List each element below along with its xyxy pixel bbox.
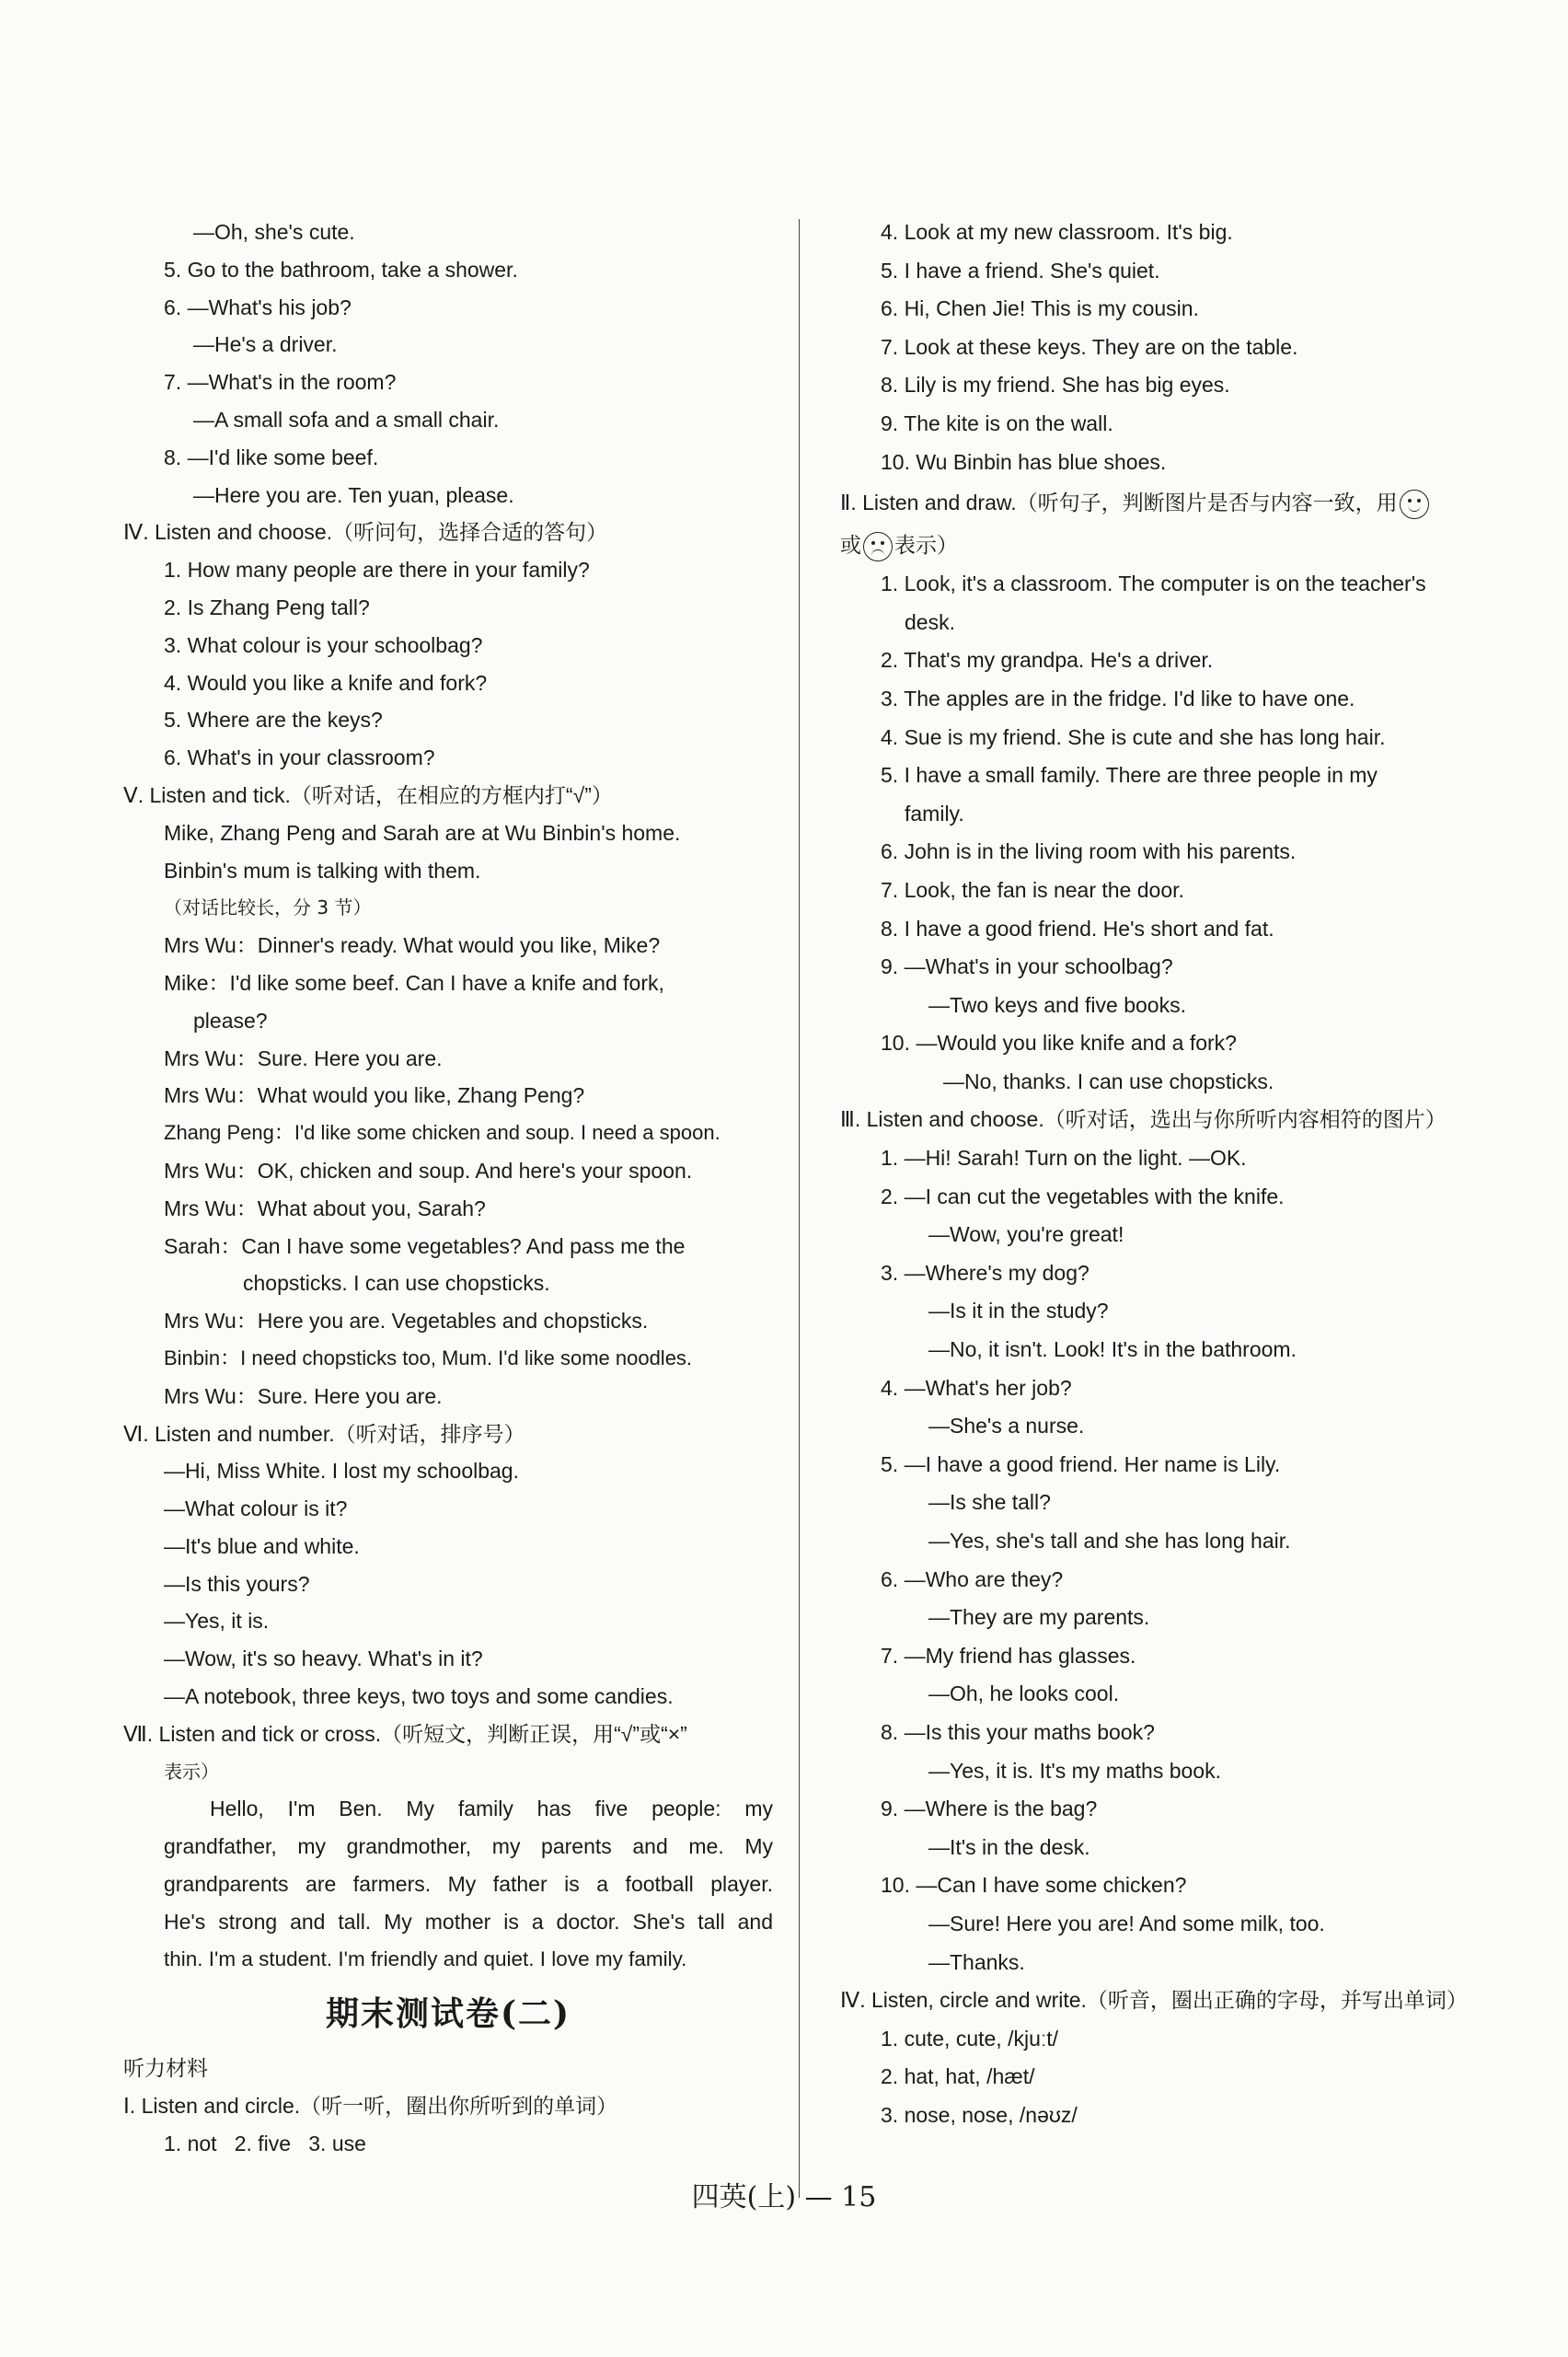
text-line: 8. Lily is my friend. She has big eyes. — [881, 373, 1230, 398]
text-line: —Yes, she's tall and she has long hair. — [928, 1529, 1291, 1553]
text-line: —Here you are. Ten yuan, please. — [193, 482, 514, 507]
section-heading-continued: 或 表示） — [840, 525, 1455, 565]
dialogue-line: Mrs Wu：What would you like, Zhang Peng? — [164, 1083, 585, 1108]
text-line: —What colour is it? — [164, 1496, 348, 1521]
text-line: 1. —Hi! Sarah! Turn on the light. —OK. — [881, 1146, 1247, 1171]
text-line: 4. Look at my new classroom. It's big. — [881, 220, 1233, 244]
text-line: 3. —Where's my dog? — [881, 1260, 1090, 1285]
text-line: —She's a nurse. — [928, 1414, 1085, 1438]
text-line: —A small sofa and a small chair. — [193, 407, 500, 432]
text-line: Binbin's mum is talking with them. — [164, 858, 481, 883]
dialogue-line: Mrs Wu：Sure. Here you are. — [164, 1383, 443, 1408]
dialogue-line: Mrs Wu：Here you are. Vegetables and chopsticks. — [164, 1309, 649, 1334]
dialogue-line: Mrs Wu：What about you, Sarah? — [164, 1196, 486, 1220]
text-line: 1. not 2. five 3. use — [164, 2132, 366, 2156]
text-line: 4. —What's her job? — [881, 1375, 1072, 1400]
text-line: 5. I have a small family. There are three people in my — [881, 763, 1378, 788]
text-line: —No, thanks. I can use chopsticks. — [943, 1069, 1274, 1093]
text-line: 9. The kite is on the wall. — [881, 410, 1113, 435]
text-line: 5. —I have a good friend. Her name is Lily. — [881, 1451, 1281, 1476]
text-line: 7. —What's in the room? — [164, 370, 397, 395]
text-line: —Oh, he looks cool. — [928, 1681, 1120, 1706]
dialogue-line: Mrs Wu：Dinner's ready. What would you like, Mike? — [164, 933, 661, 958]
text-line: —It's blue and white. — [164, 1533, 360, 1558]
paragraph-line: grandparents are farmers. My father is a football player. — [164, 1872, 773, 1897]
text-line: 3. The apples are in the fridge. I'd like to have one. — [881, 686, 1355, 711]
text-line: 4. Would you like a knife and fork? — [164, 670, 488, 695]
dialogue-line: Mrs Wu：OK, chicken and soup. And here's your spoon. — [164, 1158, 693, 1183]
exam-title: 期末测试卷(二) — [325, 1994, 571, 2034]
left-column — [123, 214, 773, 2163]
section-heading: Ⅰ. Listen and circle.（听一听，圈出你所听到的单词） — [123, 2094, 618, 2119]
section-heading: Ⅱ. Listen and draw.（听句子，判断图片是否与内容一致，用 — [840, 481, 1455, 525]
text-line: 2. That's my grandpa. He's a driver. — [881, 648, 1214, 673]
section-heading: Ⅲ. Listen and choose.（听对话，选出与你所听内容相符的图片） — [840, 1107, 1447, 1132]
text-line: 2. hat, hat, /hæt/ — [881, 2064, 1035, 2089]
text-line: family. — [905, 801, 964, 826]
text-line: 6. —What's his job? — [164, 295, 352, 319]
page-footer: 四英(上) — 15 — [691, 2181, 877, 2213]
dialogue-line: Mrs Wu：Sure. Here you are. — [164, 1046, 443, 1070]
text-line: —Is it in the study? — [928, 1299, 1109, 1323]
dialogue-line: Sarah：Can I have some vegetables? And pass me the — [164, 1233, 686, 1258]
text-line: 9. —Where is the bag? — [881, 1797, 1098, 1821]
text-line: —Oh, she's cute. — [193, 220, 355, 244]
section-heading: Ⅵ. Listen and number.（听对话，排序号） — [123, 1421, 525, 1446]
text-line: 6. What's in your classroom? — [164, 745, 435, 770]
text-line: 7. Look at these keys. They are on the table. — [881, 334, 1298, 359]
text-line: 6. —Who are they? — [881, 1566, 1064, 1591]
text-line: —No, it isn't. Look! It's in the bathroom. — [928, 1337, 1297, 1362]
dialogue-line: Zhang Peng：I'd like some chicken and soup. I need a spoon. — [164, 1121, 721, 1145]
text-line: 1. Look, it's a classroom. The computer is on the teacher's — [881, 572, 1426, 596]
section-heading: Ⅳ. Listen, circle and write.（听音，圈出正确的字母，并写出单词） — [840, 1988, 1468, 2013]
text-line: 9. —What's in your schoolbag? — [881, 954, 1173, 979]
text-line: 5. Go to the bathroom, take a shower. — [164, 257, 518, 282]
paragraph-line: He's strong and tall. My mother is a doctor. She's tall and — [164, 1909, 773, 1934]
text-line: —Yes, it is. It's my maths book. — [928, 1758, 1221, 1783]
paragraph-line: grandfather, my grandmother, my parents and me. My — [164, 1834, 773, 1859]
text-line: 10. —Can I have some chicken? — [881, 1873, 1187, 1898]
dialogue-line: chopsticks. I can use chopsticks. — [243, 1271, 550, 1296]
text-line: —Is this yours? — [164, 1571, 310, 1596]
text-line: —Two keys and five books. — [928, 992, 1186, 1017]
text-line: 7. Look, the fan is near the door. — [881, 877, 1184, 902]
text-line: 5. Where are the keys? — [164, 708, 383, 733]
dialogue-line: Mike：I'd like some beef. Can I have a knife and fork, — [164, 970, 664, 995]
text-line: Mike, Zhang Peng and Sarah are at Wu Binbin's home. — [164, 820, 681, 845]
text-line: 2. Is Zhang Peng tall? — [164, 595, 370, 619]
text-line: —Yes, it is. — [164, 1609, 270, 1634]
text-line: 8. —Is this your maths book? — [881, 1719, 1155, 1744]
dialogue-line: Binbin：I need chopsticks too, Mum. I'd like some noodles. — [164, 1346, 693, 1369]
section-label: 听力材料 — [123, 2056, 208, 2081]
text-line: —They are my parents. — [928, 1605, 1150, 1630]
text-line: 10. Wu Binbin has blue shoes. — [881, 449, 1167, 474]
text-line: —Sure! Here you are! And some milk, too. — [928, 1911, 1325, 1935]
text-line: 8. —I'd like some beef. — [164, 445, 379, 469]
text-line: —Wow, it's so heavy. What's in it? — [164, 1646, 483, 1671]
text-line: 1. How many people are there in your family? — [164, 558, 590, 583]
section-heading: Ⅴ. Listen and tick.（听对话，在相应的方框内打“√”） — [123, 782, 613, 807]
text-line: 2. —I can cut the vegetables with the knife. — [881, 1184, 1285, 1208]
frowning-face-icon — [863, 532, 893, 561]
text-line: —It's in the desk. — [928, 1834, 1090, 1859]
text-line: desk. — [905, 609, 955, 634]
text-line: 10. —Would you like knife and a fork? — [881, 1031, 1237, 1056]
text-line: （对话比较长，分 3 节） — [164, 896, 372, 919]
dialogue-line: please? — [193, 1008, 268, 1033]
text-line: —Wow, you're great! — [928, 1222, 1124, 1247]
text-line: —Hi, Miss White. I lost my schoolbag. — [164, 1459, 519, 1484]
text-line: 7. —My friend has glasses. — [881, 1643, 1136, 1668]
text-line: 3. What colour is your schoolbag? — [164, 632, 483, 657]
paragraph-line: Hello, I'm Ben. My family has five people: my — [210, 1797, 773, 1821]
text-line: 6. John is in the living room with his parents. — [881, 839, 1297, 864]
text-line: 3. nose, nose, /nəʊz/ — [881, 2102, 1078, 2127]
text-line: 8. I have a good friend. He's short and fat. — [881, 916, 1274, 941]
text-line: —Thanks. — [928, 1949, 1025, 1974]
section-heading: Ⅳ. Listen and choose.（听问句，选择合适的答句） — [123, 520, 608, 545]
text-line: —He's a driver. — [193, 332, 338, 357]
text-line: —Is she tall? — [928, 1490, 1051, 1515]
text-line: 6. Hi, Chen Jie! This is my cousin. — [881, 296, 1199, 321]
text-line: —A notebook, three keys, two toys and some candies. — [164, 1684, 674, 1709]
paragraph-line: thin. I'm a student. I'm friendly and quiet. I love my family. — [164, 1947, 687, 1970]
text-line: 表示） — [164, 1760, 219, 1783]
text-line: 1. cute, cute, /kjuːt/ — [881, 2026, 1059, 2051]
smiling-face-icon — [1400, 490, 1429, 519]
text-line: 4. Sue is my friend. She is cute and she has long hair. — [881, 724, 1386, 749]
text-line: 5. I have a friend. She's quiet. — [881, 258, 1160, 283]
section-heading: Ⅶ. Listen and tick or cross.（听短文，判断正误，用“√”或“×” — [123, 1721, 687, 1746]
right-column — [840, 214, 1468, 2135]
column-divider — [799, 219, 800, 2198]
